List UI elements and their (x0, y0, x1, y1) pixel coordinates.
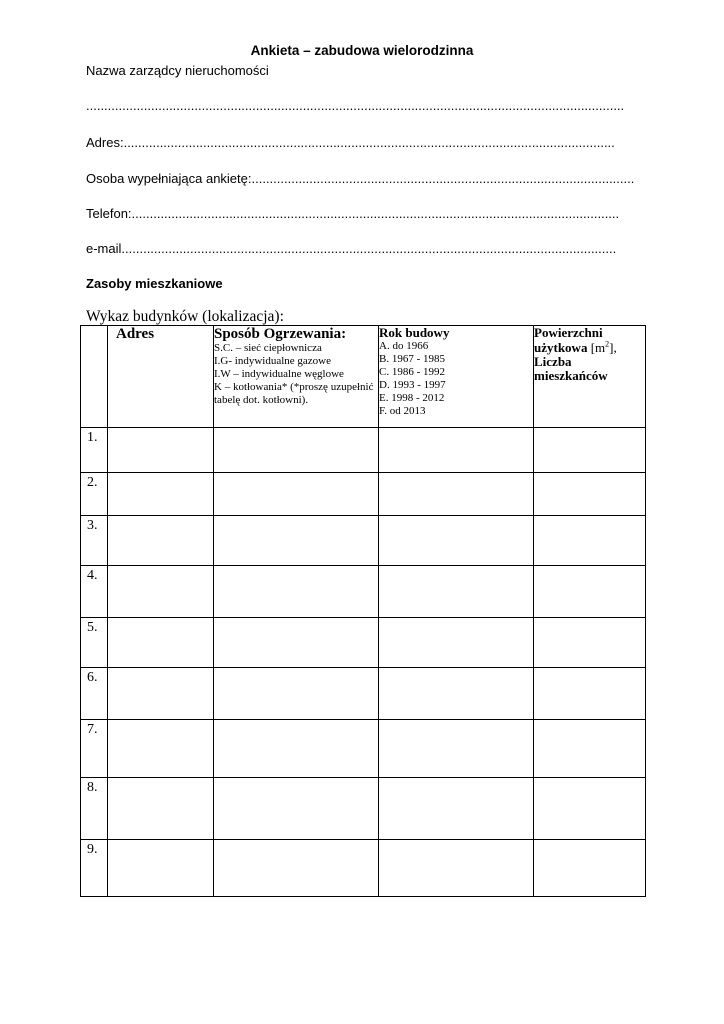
address-label: Adres: (86, 135, 124, 150)
page-title: Ankieta – zabudowa wielorodzinna (250, 43, 474, 58)
header-area-residents: Powierzchni użytkowa $[m^2]$, Liczba mieszkańców (534, 326, 646, 428)
buildings-list-title: Wykaz budynków (lokalizacja): (86, 308, 284, 325)
heating-cell[interactable] (214, 516, 379, 566)
phone-label: Telefon: (86, 206, 132, 221)
address-cell[interactable] (108, 516, 214, 566)
header-address: Adres (108, 326, 214, 428)
header-heating: Sposób Ogrzewania: S.C. – sieć ciepłownicza I.G- indywidualne gazowe I.W – indywidualne węglowe K – kotłowania* (*proszę uzupełnić tabelę dot. kotłowni). (214, 326, 379, 428)
row-number: 8. (81, 778, 108, 840)
row-number: 4. (81, 566, 108, 618)
heating-cell[interactable] (214, 668, 379, 720)
address-cell[interactable] (108, 428, 214, 473)
year-option-f: F. od 2013 (379, 405, 426, 417)
heating-cell[interactable] (214, 778, 379, 840)
table-row (81, 516, 646, 566)
year-cell[interactable] (379, 428, 534, 473)
address-cell[interactable] (108, 566, 214, 618)
row-number: 7. (81, 720, 108, 778)
address-dots: ........................................................................................................................................ (123, 135, 615, 150)
address-cell[interactable] (108, 668, 214, 720)
heating-cell[interactable] (214, 618, 379, 668)
area-residents-cell[interactable] (534, 566, 646, 618)
area-residents-cell[interactable] (534, 668, 646, 720)
heating-cell[interactable] (214, 473, 379, 516)
address-cell[interactable] (108, 778, 214, 840)
address-cell[interactable] (108, 473, 214, 516)
year-cell[interactable] (379, 566, 534, 618)
heating-cell[interactable] (214, 566, 379, 618)
year-cell[interactable] (379, 618, 534, 668)
area-residents-cell[interactable] (534, 516, 646, 566)
area-residents-cell[interactable] (534, 618, 646, 668)
table-header-row (81, 326, 646, 428)
address-cell[interactable] (108, 720, 214, 778)
year-option-b: B. 1967 - 1985 (379, 353, 445, 365)
row-number: 3. (81, 516, 108, 566)
respondent-label: Osoba wypełniająca ankietę: (86, 171, 252, 186)
year-option-a: A. do 1966 (379, 340, 429, 352)
area-residents-cell[interactable] (534, 473, 646, 516)
address-cell[interactable] (108, 840, 214, 897)
heating-cell[interactable] (214, 720, 379, 778)
table-row (81, 566, 646, 618)
email-field[interactable] (86, 241, 638, 256)
buildings-table (80, 325, 646, 897)
heating-option-iw: I.W – indywidualne węglowe (214, 368, 344, 380)
area-residents-cell[interactable] (534, 720, 646, 778)
email-dots: ......................................................................................................................................... (121, 241, 617, 256)
table-row (81, 840, 646, 897)
table-row (81, 618, 646, 668)
row-number: 2. (81, 473, 108, 516)
respondent-field[interactable] (86, 171, 638, 186)
heating-option-ig: I.G- indywidualne gazowe (214, 355, 331, 367)
phone-field[interactable] (86, 206, 638, 221)
row-number: 5. (81, 618, 108, 668)
area-residents-cell[interactable] (534, 778, 646, 840)
table-row (81, 668, 646, 720)
year-option-e: E. 1998 - 2012 (379, 392, 445, 404)
year-cell[interactable] (379, 840, 534, 897)
year-option-c: C. 1986 - 1992 (379, 366, 445, 378)
year-option-d: D. 1993 - 1997 (379, 379, 446, 391)
area-residents-cell[interactable] (534, 840, 646, 897)
email-label: e-mail (86, 241, 122, 256)
area-residents-cell[interactable] (534, 428, 646, 473)
header-number-cell (81, 326, 108, 428)
row-number: 6. (81, 668, 108, 720)
section-title: Zasoby mieszkaniowe (86, 276, 223, 291)
year-cell[interactable] (379, 778, 534, 840)
year-cell[interactable] (379, 668, 534, 720)
address-cell[interactable] (108, 618, 214, 668)
table-row (81, 473, 646, 516)
header-year: Rok budowy A. do 1966 B. 1967 - 1985 C. 1986 - 1992 D. 1993 - 1997 E. 1998 - 2012 F. od 2013 (379, 326, 534, 428)
year-cell[interactable] (379, 516, 534, 566)
table-row (81, 720, 646, 778)
row-number: 9. (81, 840, 108, 897)
manager-name-label: Nazwa zarządcy nieruchomości (86, 63, 269, 78)
row-number: 1. (81, 428, 108, 473)
address-field[interactable] (86, 135, 638, 150)
phone-dots: ....................................................................................................................................... (131, 206, 620, 221)
manager-name-field[interactable] (86, 63, 638, 78)
heating-option-sc: S.C. – sieć ciepłownicza (214, 342, 322, 354)
year-cell[interactable] (379, 473, 534, 516)
table-row (81, 428, 646, 473)
manager-name-entry-line[interactable] (86, 98, 638, 113)
manager-name-dots: ..................................................................................................................................................... (86, 98, 625, 113)
heating-cell[interactable] (214, 428, 379, 473)
respondent-dots: .......................................................................................................... (251, 171, 635, 186)
table-row (81, 778, 646, 840)
heating-option-k: K – kotłowania* (*proszę uzupełnić tabelę dot. kotłowni). (214, 381, 374, 406)
heating-cell[interactable] (214, 840, 379, 897)
year-cell[interactable] (379, 720, 534, 778)
